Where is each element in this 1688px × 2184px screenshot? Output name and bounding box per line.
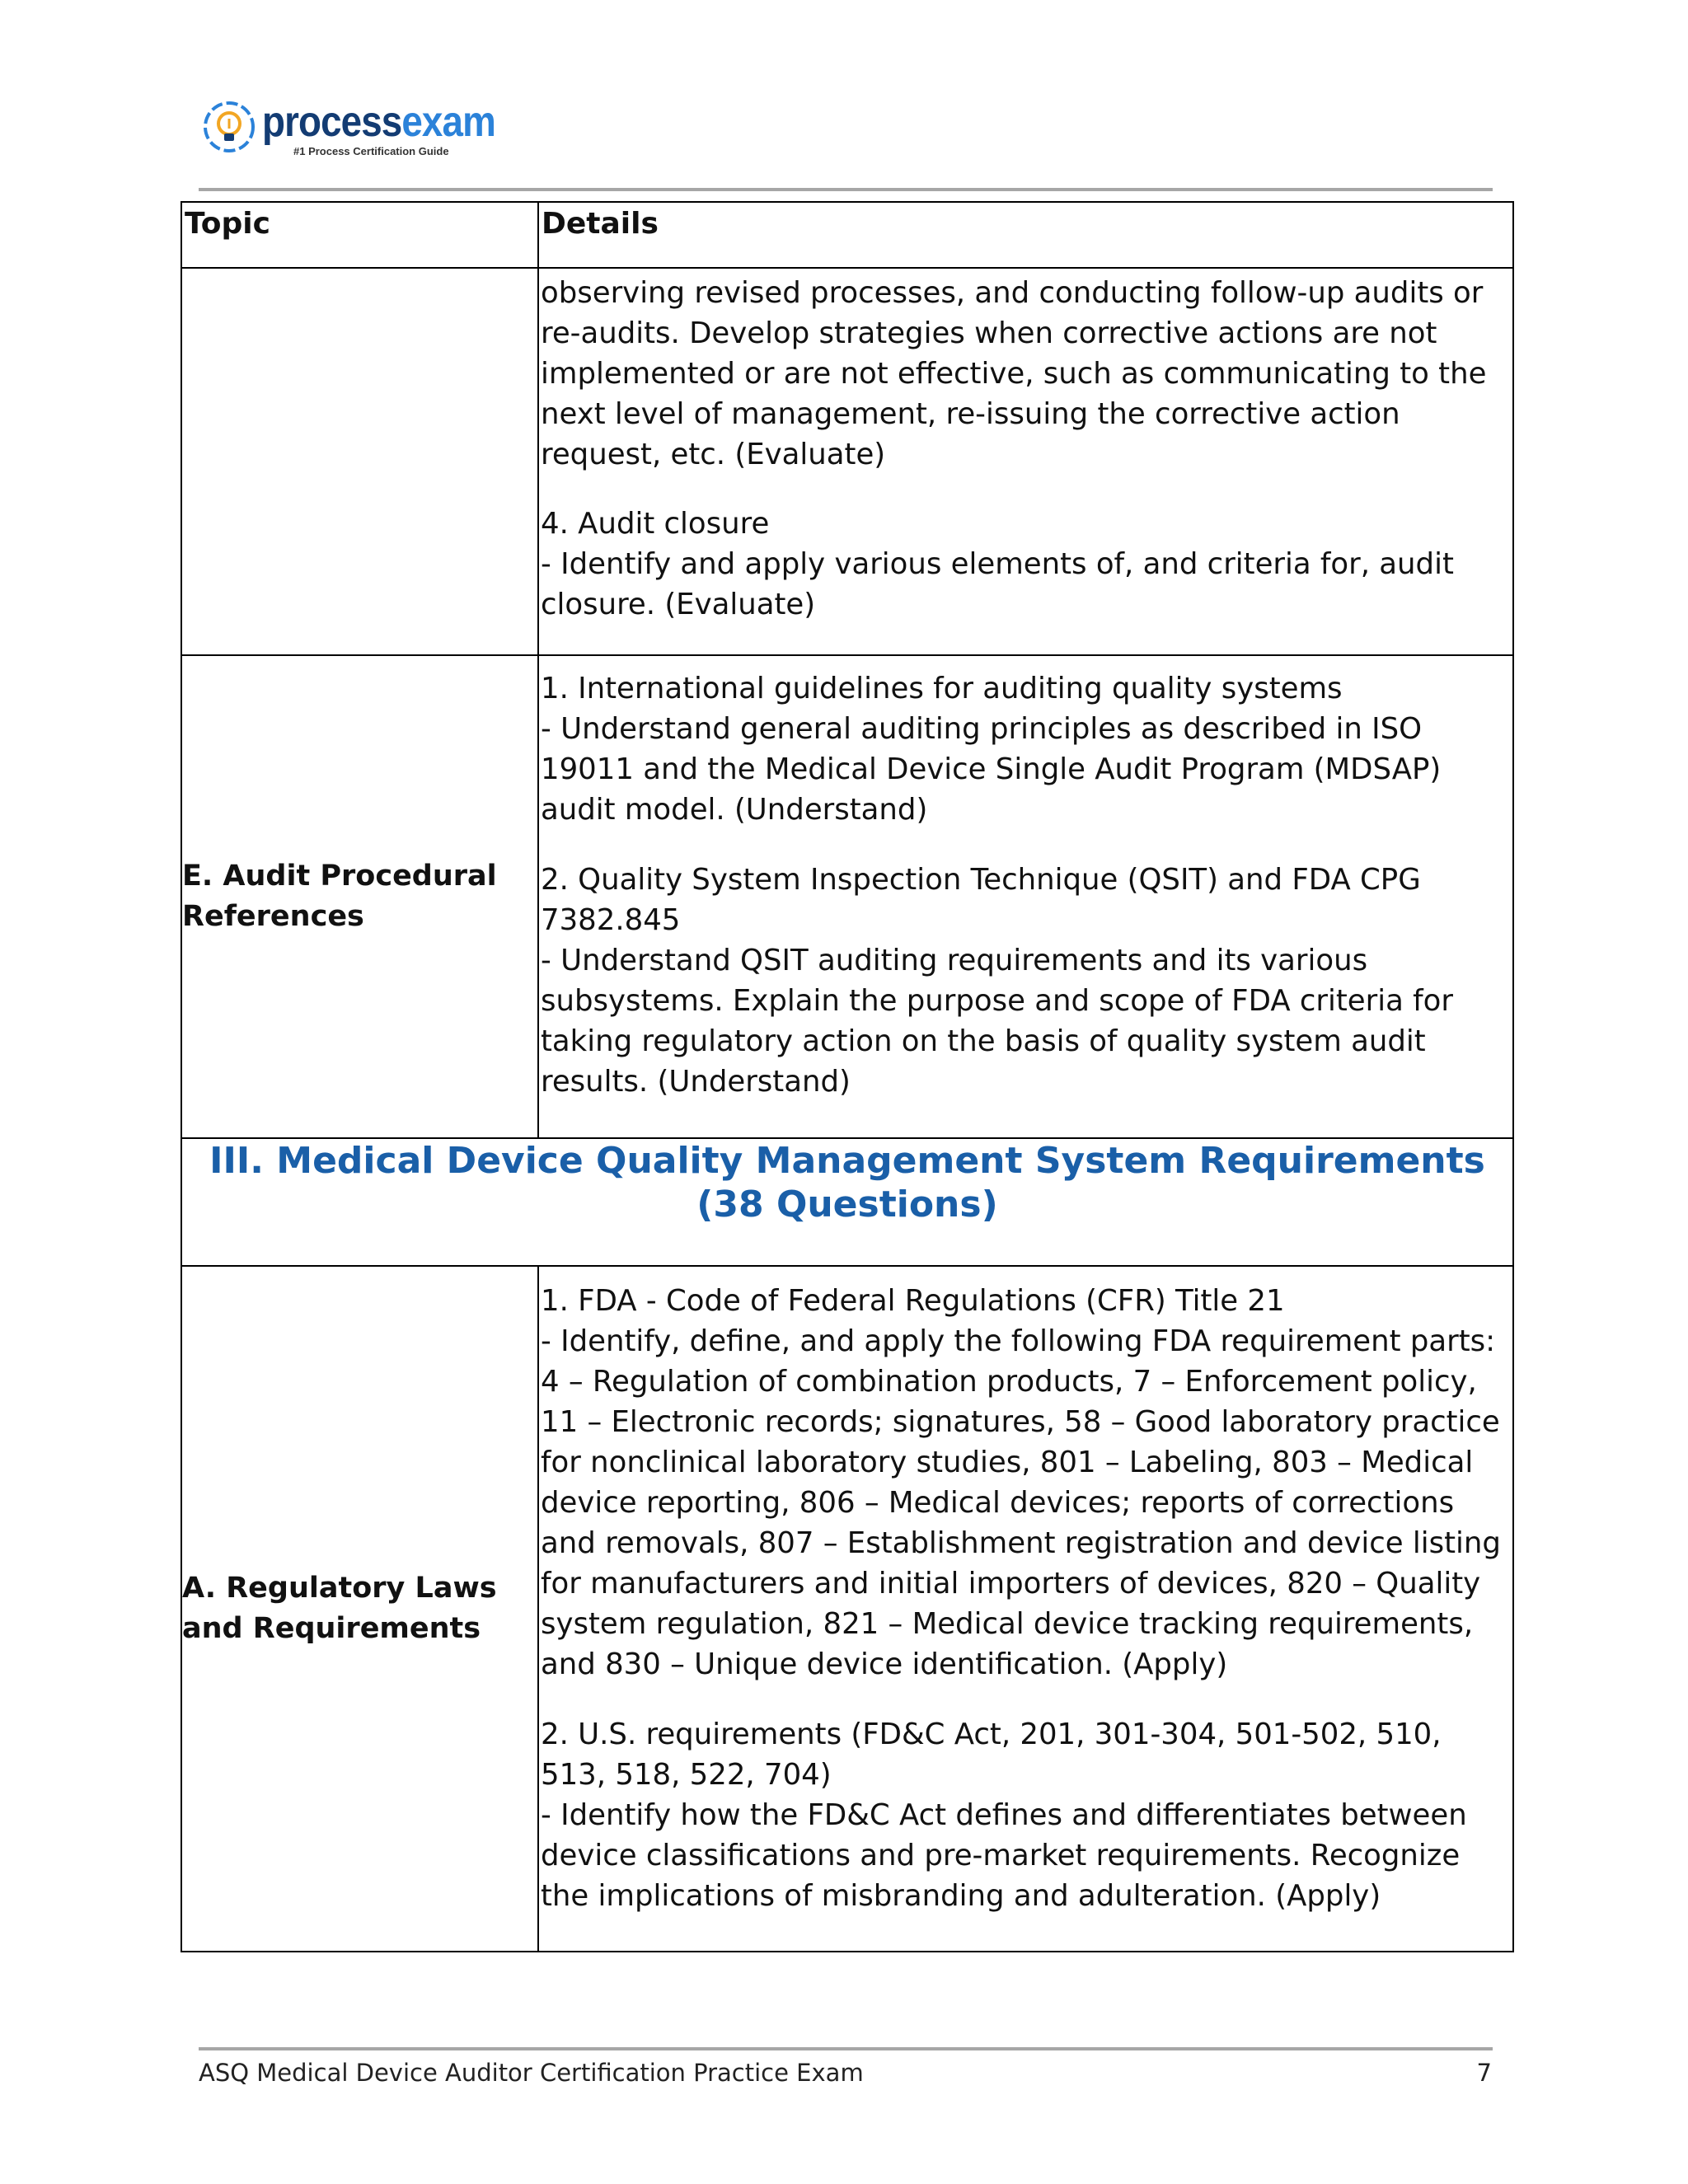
topic-label-line: A. Regulatory Laws xyxy=(182,1572,497,1605)
lightbulb-gear-icon xyxy=(201,99,257,155)
details-paragraph xyxy=(539,860,1512,1102)
table-row xyxy=(181,655,1513,1138)
details-cell xyxy=(538,655,1513,1138)
topic-label-line: References xyxy=(182,900,364,933)
details-paragraph xyxy=(539,1714,1512,1916)
text-line: 7382.845 xyxy=(541,903,681,937)
topic-cell-empty xyxy=(181,268,538,655)
details-cell xyxy=(538,268,1513,655)
column-header-topic: Topic xyxy=(185,207,270,241)
text-line: 4. Audit closure xyxy=(541,507,770,541)
text-line: 2. Quality System Inspection Technique (QSIT) and FDA CPG xyxy=(541,863,1421,897)
footer-title: ASQ Medical Device Auditor Certification Practice Exam xyxy=(199,2059,864,2087)
topic-label-line: and Requirements xyxy=(182,1612,481,1645)
text-line: - Understand general auditing principles as described in ISO xyxy=(541,712,1423,746)
text-line: system regulation, 821 – Medical device tracking requirements, xyxy=(541,1607,1474,1641)
text-line: for nonclinical laboratory studies, 801 – Labeling, 803 – Medical xyxy=(541,1446,1474,1479)
logo-word-exam: exam xyxy=(401,98,495,146)
text-line: 513, 518, 522, 704) xyxy=(541,1758,832,1792)
section-title xyxy=(182,1139,1512,1226)
text-line: and removals, 807 – Establishment registration and device listing xyxy=(541,1526,1501,1560)
text-line: for manufacturers and initial importers of devices, 820 – Quality xyxy=(541,1567,1481,1601)
text-line: subsystems. Explain the purpose and scope of FDA criteria for xyxy=(541,984,1453,1018)
header-divider xyxy=(199,188,1493,191)
text-line: and 830 – Unique device identification. (Apply) xyxy=(541,1647,1228,1681)
text-line: observing revised processes, and conducting follow-up audits or xyxy=(541,276,1484,310)
text-line: - Identify, define, and apply the following FDA requirement parts: xyxy=(541,1324,1496,1358)
topic-cell xyxy=(181,1266,538,1952)
details-paragraph xyxy=(539,656,1512,830)
topic-cell xyxy=(181,655,538,1138)
text-line: 1. International guidelines for auditing quality systems xyxy=(541,672,1343,705)
text-line: next level of management, re-issuing the corrective action xyxy=(541,397,1400,431)
details-paragraph xyxy=(539,1267,1512,1685)
logo-word-process: process xyxy=(262,98,402,146)
details-cell xyxy=(538,1266,1513,1952)
text-line: taking regulatory action on the basis of quality system audit xyxy=(541,1024,1426,1058)
table-row xyxy=(181,1266,1513,1952)
text-line: the implications of misbranding and adulteration. (Apply) xyxy=(541,1879,1381,1913)
text-line: 11 – Electronic records; signatures, 58 – Good laboratory practice xyxy=(541,1405,1500,1439)
details-paragraph xyxy=(539,504,1512,625)
text-line: - Understand QSIT auditing requirements and its various xyxy=(541,944,1368,977)
section-header-row xyxy=(181,1138,1513,1266)
text-line: - Identify and apply various elements of, and criteria for, audit xyxy=(541,547,1454,581)
text-line: 4 – Regulation of combination products, 7 – Enforcement policy, xyxy=(541,1365,1477,1399)
page-number: 7 xyxy=(1476,2059,1492,2087)
text-line: 19011 and the Medical Device Single Audit Program (MDSAP) xyxy=(541,752,1442,786)
logo-tagline: #1 Process Certification Guide xyxy=(293,145,449,157)
text-line: audit model. (Understand) xyxy=(541,793,928,827)
text-line: re-audits. Develop strategies when corrective actions are not xyxy=(541,316,1437,350)
text-line: - Identify how the FD&C Act defines and differentiates between xyxy=(541,1798,1467,1832)
topic-label-line: E. Audit Procedural xyxy=(182,860,497,893)
section-title-line: (38 Questions) xyxy=(696,1183,998,1226)
text-line: results. (Understand) xyxy=(541,1065,851,1099)
table-row xyxy=(181,268,1513,655)
header-cell-topic xyxy=(181,202,538,268)
text-line: device classifications and pre-market requirements. Recognize xyxy=(541,1839,1461,1872)
table-header-row xyxy=(181,202,1513,268)
text-line: request, etc. (Evaluate) xyxy=(541,438,886,471)
header-cell-details xyxy=(538,202,1513,268)
syllabus-table xyxy=(181,201,1514,1952)
text-line: implemented or are not effective, such as communicating to the xyxy=(541,357,1487,391)
logo-wordmark xyxy=(262,97,495,147)
text-line: 2. U.S. requirements (FD&C Act, 201, 301-304, 501-502, 510, xyxy=(541,1718,1442,1751)
footer-divider xyxy=(199,2047,1493,2050)
column-header-details: Details xyxy=(542,207,659,241)
text-line: closure. (Evaluate) xyxy=(541,588,816,621)
text-line: device reporting, 806 – Medical devices; reports of corrections xyxy=(541,1486,1455,1520)
section-header-cell xyxy=(181,1138,1513,1266)
text-line: 1. FDA - Code of Federal Regulations (CFR) Title 21 xyxy=(541,1284,1285,1318)
section-title-line: III. Medical Device Quality Management System Requirements xyxy=(209,1140,1485,1182)
details-paragraph xyxy=(539,269,1512,475)
